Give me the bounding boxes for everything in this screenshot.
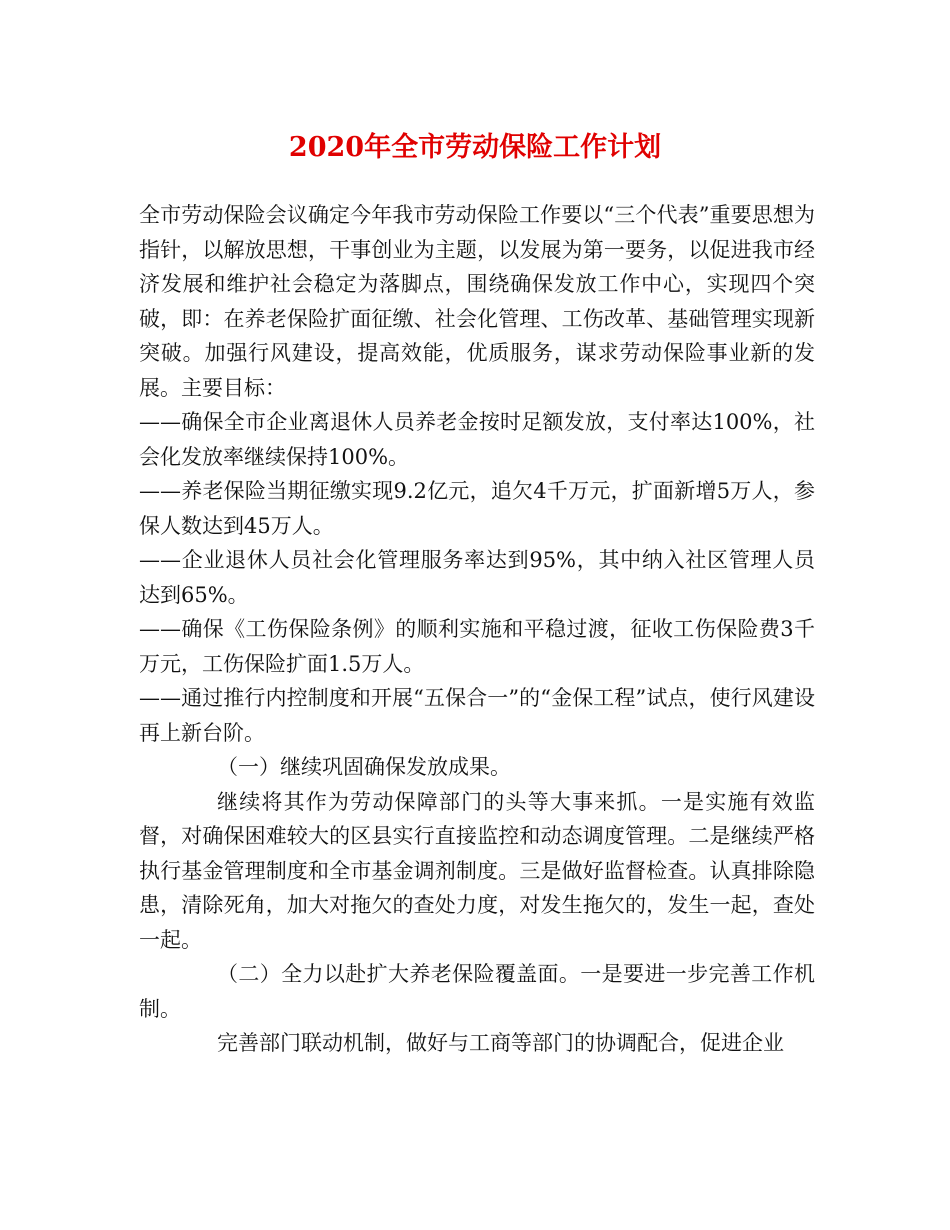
- goal-item-collection: ——养老保险当期征缴实现9.2亿元，追欠4千万元，扩面新增5万人，参保人数达到45万人。: [139, 479, 815, 538]
- document-title: 2020年全市劳动保险工作计划: [288, 132, 662, 163]
- intro-paragraph: 全市劳动保险会议确定今年我市劳动保险工作要以“三个代表”重要思想为指针，以解放思想，干事创业为主题，以发展为第一要务，以促进我市经济发展和维护社会稳定为落脚点，围绕确保发放工作中心，实现四个突破，即：在养老保险扩面征缴、社会化管理、工伤改革、基础管理实现新突破。加强行风建设，提高效能，优质服务，谋求劳动保险事业新的发展。主要目标：: [139, 203, 815, 400]
- section-heading-1: （一）继续巩固确保发放成果。: [217, 755, 511, 779]
- goal-item-pension-payment: ——确保全市企业离退休人员养老金按时足额发放，支付率达100%，社会化发放率继续保持100%。: [139, 410, 815, 469]
- section-1-paragraph: 继续将其作为劳动保障部门的头等大事来抓。一是实施有效监督，对确保困难较大的区县实行直接监控和动态调度管理。二是继续严格执行基金管理制度和全市基金调剂制度。三是做好监督检查。认真排除隐患，清除死角，加大对拖欠的查处力度，对发生拖欠的，发生一起，查处一起。: [139, 789, 815, 952]
- goal-item-conduct: ——通过推行内控制度和开展“五保合一”的“金保工程”试点，使行风建设再上新台阶。: [139, 686, 815, 745]
- goal-item-socialized-management: ——企业退休人员社会化管理服务率达到95%，其中纳入社区管理人员达到65%。: [139, 548, 815, 607]
- goal-item-work-injury: ——确保《工伤保险条例》的顺利实施和平稳过渡，征收工伤保险费3千万元，工伤保险扩面1.5万人。: [139, 617, 815, 676]
- section-heading-2: （二）全力以赴扩大养老保险覆盖面。一是要进一步完善工作机制。: [139, 962, 815, 1021]
- section-2-paragraph: 完善部门联动机制，做好与工商等部门的协调配合，促进企业: [217, 1031, 784, 1055]
- document-body: [139, 198, 815, 1061]
